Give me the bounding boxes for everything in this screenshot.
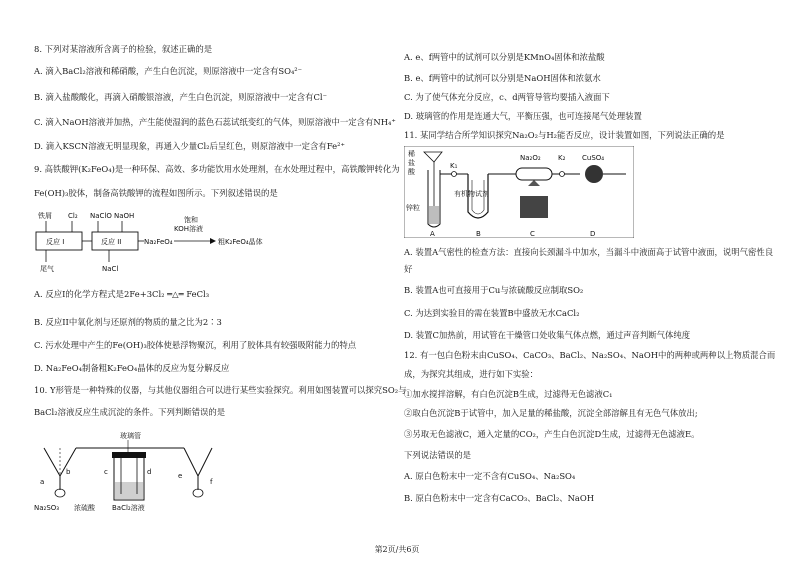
label-cuso4: CuSO₄ — [582, 154, 605, 162]
q11-option-d: D. 装置C加热前，用试管在干燥管口处收集气体点燃，通过声音判断气体纯度 — [404, 330, 691, 340]
flow-product: 粗K₂FeO₄晶体 — [218, 238, 263, 246]
q12-stem-2: 成，为探究其组成，进行如下实验： — [404, 369, 538, 379]
q9-option-d: D. Na₂FeO₄制备粗K₂FeO₄晶体的反应为复分解反应 — [34, 363, 230, 373]
q11-option-b: B. 装置A也可直接用于Cu与浓硫酸反应制取SO₂ — [404, 285, 584, 295]
label-glass-tube: 玻璃管 — [120, 432, 141, 440]
q10-y-tube-diagram — [34, 430, 224, 514]
flow-output-tail-gas: 尾气 — [40, 265, 54, 273]
label-b: b — [66, 468, 71, 476]
flow-intermediate: Na₂FeO₄ — [144, 238, 173, 246]
flow-reaction-1-label: 反应 I — [46, 238, 65, 246]
label-na2o2: Na₂O₂ — [520, 154, 541, 162]
label-a: a — [40, 478, 45, 486]
label-b: B — [476, 230, 481, 238]
label-na2so3: Na₂SO₃ — [34, 504, 60, 512]
q10-stem-1: 10. Y形管是一种特殊的仪器，与其他仪器组合可以进行某些实验探究。利用如图装置可以探究SO₂与 — [34, 385, 407, 395]
q11-option-a-2: 好 — [404, 264, 413, 274]
label-d: d — [147, 468, 152, 476]
label-reagent: 有机物试剂 — [454, 190, 489, 198]
q11-apparatus-diagram — [404, 146, 634, 238]
q12-question: 下列说法错误的是 — [404, 450, 471, 460]
flow-input-iron: 铁屑 — [38, 212, 52, 220]
flow-condition-1: 饱和 — [184, 216, 198, 224]
q9-option-c: C. 污水处理中产生的Fe(OH)₃胶体使悬浮物聚沉，利用了胶体具有较强吸附能力的特点 — [34, 340, 357, 350]
q11-option-c: C. 为达到实验目的需在装置B中盛放无水CaCl₂ — [404, 308, 580, 318]
q9-stem-1: 9. 高铁酸钾(K₂FeO₄)是一种环保、高效、多功能饮用水处理剂，在水处理过程中，高铁酸钾转化为 — [34, 164, 400, 174]
label-a: A — [430, 230, 435, 238]
flow-output-nacl: NaCl — [102, 265, 119, 273]
q9-option-b: B. 反应II中氧化剂与还原剂的物质的量之比为2∶3 — [34, 317, 222, 327]
label-d: D — [590, 230, 596, 238]
q11-option-a-1: A. 装置A气密性的检查方法：直接向长颈漏斗中加水，当漏斗中液面高于试管中液面，说明气密性良 — [404, 247, 774, 257]
page-footer: 第2页/共6页 — [374, 545, 420, 554]
q10-stem-2: BaCl₂溶液反应生成沉淀的条件。下列判断错误的是 — [34, 407, 226, 417]
label-conc-h2so4: 浓硫酸 — [74, 504, 95, 512]
q11-stem: 11. 某同学结合所学知识探究Na₂O₂与H₂能否反应，设计装置如图，下列说法正确的是 — [404, 130, 725, 140]
q12-option-a: A. 原白色粉末中一定不含有CuSO₄、Na₂SO₄ — [404, 471, 576, 481]
q8-option-c: C. 滴入NaOH溶液并加热，产生能使湿润的蓝色石蕊试纸变红的气体，则原溶液中一定含有NH₄⁺ — [34, 117, 396, 127]
q12-step-3: ③另取无色滤液C，通入定量的CO₂，产生白色沉淀D生成，过滤得无色滤液E。 — [404, 429, 700, 439]
flow-input-naclo: NaClO — [90, 212, 112, 220]
label-k2: K₂ — [558, 154, 566, 162]
flow-input-cl2: Cl₂ — [68, 212, 78, 220]
q12-step-2: ②取白色沉淀B于试管中，加入足量的稀盐酸，沉淀全部溶解且有无色气体放出; — [404, 408, 698, 418]
q12-option-b: B. 原白色粉末中一定含有CaCO₃、BaCl₂、NaOH — [404, 493, 595, 503]
label-zinc: 锌粒 — [406, 204, 420, 212]
label-acid-1: 稀 — [408, 150, 415, 158]
q8-option-b: B. 滴入盐酸酸化，再滴入硝酸银溶液，产生白色沉淀，则原溶液中一定含有Cl⁻ — [34, 92, 327, 102]
q10-option-c: C. 为了使气体充分反应，c、d两管导管均要插入液面下 — [404, 92, 610, 102]
q10-option-d: D. 玻璃管的作用是连通大气，平衡压强，也可连接尾气处理装置 — [404, 111, 642, 121]
label-bacl2-solution: BaCl₂溶液 — [112, 504, 145, 512]
label-acid-2: 盐 — [408, 159, 415, 167]
q9-flow-diagram — [34, 208, 304, 278]
label-k1: K₁ — [450, 162, 458, 170]
q10-option-b: B. e、f两管中的试剂可以分别是NaOH固体和浓氨水 — [404, 73, 601, 83]
label-acid-3: 酸 — [408, 168, 415, 176]
flow-reaction-2-label: 反应 II — [101, 238, 122, 246]
label-e: e — [178, 472, 183, 480]
q9-option-a: A. 反应I的化学方程式是2Fe+3Cl₂ ═△═ FeCl₃ — [34, 289, 210, 299]
q8-option-d: D. 滴入KSCN溶液无明显现象，再通入少量Cl₂后呈红色，则原溶液中一定含有Fe²⁺ — [34, 141, 345, 151]
label-f: f — [210, 478, 213, 486]
q10-option-a: A. e、f两管中的试剂可以分别是KMnO₄固体和浓盐酸 — [404, 52, 605, 62]
flow-condition-2: KOH溶液 — [174, 225, 203, 233]
label-c: c — [104, 468, 108, 476]
q8-stem: 8. 下列对某溶液所含离子的检验，叙述正确的是 — [34, 44, 213, 54]
q8-option-a: A. 滴入BaCl₂溶液和稀硝酸，产生白色沉淀，则原溶液中一定含有SO₄²⁻ — [34, 66, 303, 76]
q9-stem-2: Fe(OH)₃胶体，制备高铁酸钾的流程如图所示。下列叙述错误的是 — [34, 188, 278, 198]
q12-step-1: ①加水搅拌溶解，有白色沉淀B生成，过滤得无色滤液C₁ — [404, 389, 613, 399]
q12-stem-1: 12. 有一包白色粉末由CuSO₄、CaCO₃、BaCl₂、Na₂SO₄、NaOH中的两种或两种以上物质混合而 — [404, 350, 776, 360]
label-c: C — [530, 230, 535, 238]
flow-input-naoh: NaOH — [114, 212, 135, 220]
